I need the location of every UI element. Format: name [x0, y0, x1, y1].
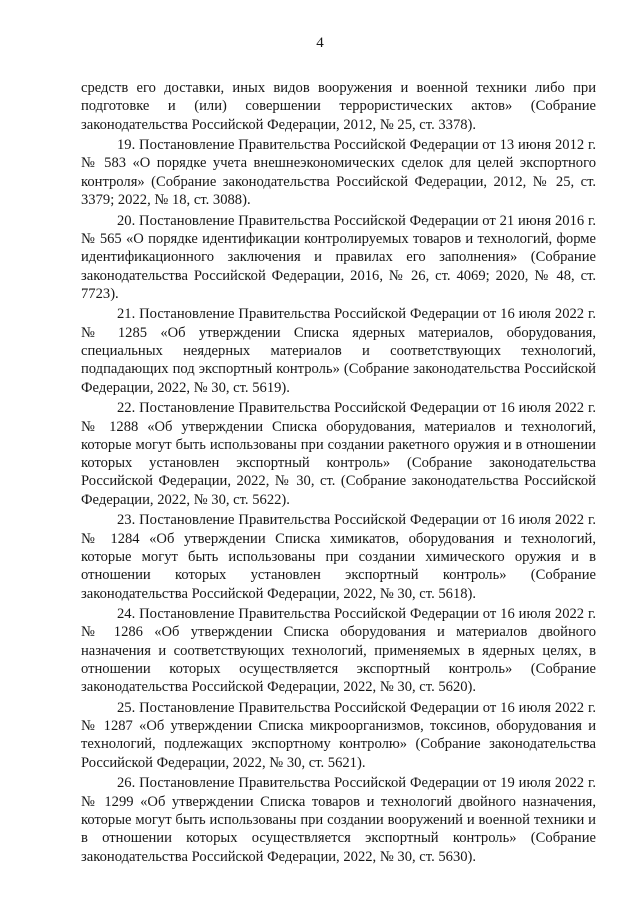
list-item-22: 22. Постановление Правительства Российской Федерации от 16 июля 2022 г. № 1288 «Об утверждении Списка оборудования, материалов и технологий, которые могут быть использованы при создании ракетного оружия и в отношении которых установлен экспортный контроль» (Собрание законодательства Российской Федерации, 2022, № 30, ст. (Собрание законодательства Российской Федерации, 2022, № 30, ст. 5622). [81, 400, 596, 508]
page-number: 4 [316, 35, 324, 51]
paragraph-continuation: средств его доставки, иных видов вооружения и военной техники либо при подготовке и (или) совершении террористических актов» (Собрание законодательства Российской Федерации, 2012, № 25, ст. 3378). [81, 80, 596, 133]
document-body [81, 79, 596, 868]
list-item-25: 25. Постановление Правительства Российской Федерации от 16 июля 2022 г. № 1287 «Об утверждении Списка микроорганизмов, токсинов, оборудования и технологий, подлежащих экспортному контролю» (Собрание законодательства Российской Федерации, 2022, № 30, ст. 5621). [81, 699, 596, 771]
list-item-26: 26. Постановление Правительства Российской Федерации от 19 июля 2022 г. № 1299 «Об утверждении Списка товаров и технологий двойного назначения, которые могут быть использованы при создании вооружений и военной техники и в отношении которых осуществляется экспортный контроль» (Собрание законодательства Российской Федерации, 2022, № 30, ст. 5630). [81, 775, 596, 865]
list-item-20: 20. Постановление Правительства Российской Федерации от 21 июня 2016 г. № 565 «О порядке идентификации контролируемых товаров и технологий, форме идентификационного заключения и правилах его заполнения» (Собрание законодательства Российской Федерации, 2016, № 26, ст. 4069; 2020, № 48, ст. 7723). [81, 212, 596, 302]
list-item-24: 24. Постановление Правительства Российской Федерации от 16 июля 2022 г. № 1286 «Об утверждении Списка оборудования и материалов двойного назначения и соответствующих технологий, применяемых в ядерных целях, в отношении которых осуществляется экспортный контроль» (Собрание законодательства Российской Федерации, 2022, № 30, ст. 5620). [81, 606, 596, 696]
list-item-23: 23. Постановление Правительства Российской Федерации от 16 июля 2022 г. № 1284 «Об утверждении Списка химикатов, оборудования и технологий, которые могут быть использованы при создании химического оружия и в отношении которых установлен экспортный контроль» (Собрание законодательства Российской Федерации, 2022, № 30, ст. 5618). [81, 512, 596, 602]
list-item-21: 21. Постановление Правительства Российской Федерации от 16 июля 2022 г. № 1285 «Об утверждении Списка ядерных материалов, оборудования, специальных неядерных материалов и соответствующих технологий, подпадающих под экспортный контроль» (Собрание законодательства Российской Федерации, 2022, № 30, ст. 5619). [81, 306, 596, 396]
list-item-19: 19. Постановление Правительства Российской Федерации от 13 июня 2012 г. № 583 «О порядке учета внешнеэкономических сделок для целей экспортного контроля» (Собрание законодательства Российской Федерации, 2012, № 25, ст. 3379; 2022, № 18, ст. 3088). [81, 137, 596, 209]
